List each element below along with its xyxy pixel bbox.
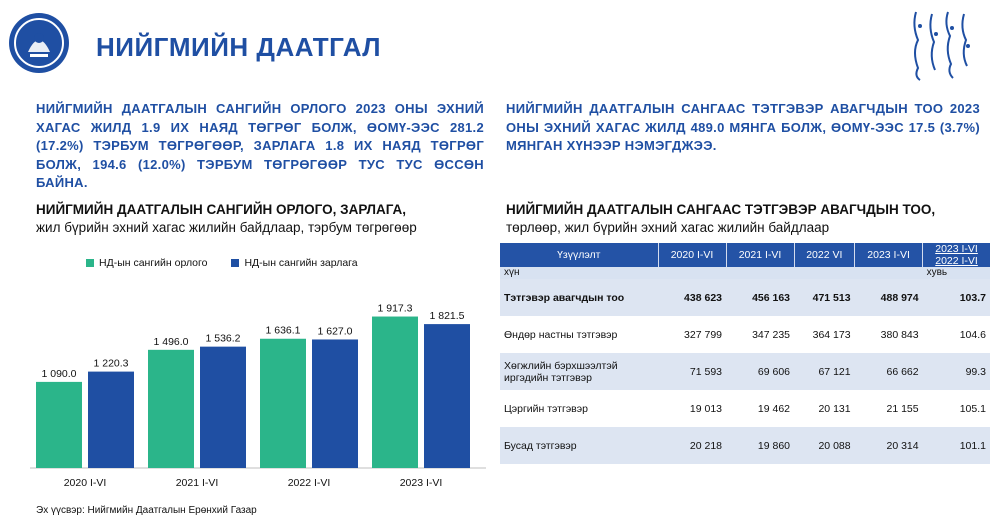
bar-revenue [148, 350, 194, 468]
table-cell: 438 623 [658, 279, 726, 316]
table-cell: 364 173 [812, 328, 851, 341]
table-cell: 471 513 [794, 279, 855, 316]
bar-expense [312, 339, 358, 468]
table-cell: 347 235 [752, 328, 791, 341]
bar-revenue [36, 382, 82, 468]
table-header-ratio [923, 243, 990, 267]
table-row [500, 353, 990, 390]
table-header-ratio-top: 2023 I-VI [935, 243, 978, 255]
table-cell: 19 462 [757, 402, 791, 415]
table-unit-row [500, 267, 990, 279]
table-cell: 488 974 [855, 279, 923, 316]
bar-chart [24, 280, 494, 495]
table-cell: 19 013 [689, 402, 723, 415]
legend-item-revenue [86, 257, 207, 269]
table-header-2023: 2023 I-VI [855, 243, 923, 267]
table-row-label: Бусад тэтгэвэр [500, 427, 658, 464]
bar-expense [200, 347, 246, 468]
table-header-indicator: Үзүүлэлт [500, 243, 658, 267]
bar-revenue [372, 317, 418, 468]
table-title-rest: төрлөөр, жил бүрийн эхний хагас жилийн байдлаар [506, 220, 830, 235]
chart-legend [86, 257, 358, 269]
table-cell: 101.1 [923, 427, 990, 464]
table-row [500, 279, 990, 316]
table-cell: 67 121 [794, 353, 855, 390]
headline-revenue: НИЙГМИЙН ДААТГАЛЫН САНГИЙН ОРЛОГО 2023 ОНЫ ЭХНИЙ ХАГАС ЖИЛД 1.9 ИХ НАЯД ТӨГРӨГ БОЛЖ, ӨОМҮ-ЭЭС 281.2 (17.2%) ТЭРБУМ ТӨГРӨГӨӨР, ЗАРЛАГА 1.8 ИХ НАЯД ТӨГРӨГ БОЛЖ, 194.6 (12.0%) ТЭРБУМ ТӨГРӨГӨӨР ТУС ТУС ӨССӨН БАЙНА. [36, 101, 484, 190]
table-header-2022: 2022 VI [794, 243, 855, 267]
legend-label-revenue: НД-ын сангийн орлого [99, 257, 208, 269]
table-header-2020: 2020 I-VI [658, 243, 726, 267]
x-tick-label: 2021 I-VI [175, 477, 219, 489]
bar-expense [88, 372, 134, 468]
table-cell: 66 662 [855, 353, 923, 390]
table-row-label: Тэтгэвэр авагчдын тоо [500, 279, 658, 316]
legend-swatch-expense [231, 259, 239, 267]
table-title [506, 201, 966, 237]
table-cell: 20 314 [855, 427, 923, 464]
chart-title-rest: жил бүрийн эхний хагас жилийн байдлаар, тэрбум төгрөгөөр [36, 220, 417, 235]
data-label: 1 496.0 [153, 335, 189, 348]
table-header-row [500, 243, 990, 267]
x-tick-label: 2020 I-VI [63, 477, 107, 489]
table-header-2021: 2021 I-VI [726, 243, 794, 267]
data-label: 1 627.0 [317, 325, 353, 338]
source-note: Эх үүсвэр: Нийгмийн Даатгалын Ерөнхий Газар [36, 505, 257, 516]
data-label: 1 220.3 [93, 357, 129, 370]
table-cell: 69 606 [726, 353, 794, 390]
page-title: НИЙГМИЙН ДААТГАЛ [96, 32, 382, 62]
x-tick-label: 2022 I-VI [287, 477, 331, 489]
table-row [500, 316, 990, 353]
table-cell: 20 131 [818, 402, 851, 415]
table-cell: 71 593 [658, 353, 726, 390]
data-label: 1 821.5 [429, 310, 465, 323]
table-unit-percent: хувь [923, 267, 990, 279]
pensioners-table [500, 243, 990, 464]
table-title-bold: НИЙГМИЙН ДААТГАЛЫН САНГААС ТЭТГЭВЭР АВАГЧДЫН ТОО, [506, 202, 936, 217]
legend-label-expense: НД-ын сангийн зарлага [244, 257, 358, 269]
chart-title [36, 201, 476, 237]
table-cell: 20 218 [658, 427, 726, 464]
table-header-ratio-bottom: 2022 I-VI [935, 255, 978, 267]
table-cell: 19 860 [726, 427, 794, 464]
table-cell: 105.1 [959, 402, 986, 415]
legend-swatch-revenue [86, 259, 94, 267]
bar-revenue [260, 339, 306, 468]
table-row-label: Өндөр настны тэтгэвэр [504, 328, 618, 341]
table-cell: 380 843 [880, 328, 919, 341]
table-cell: 21 155 [886, 402, 919, 415]
table-cell: 20 088 [794, 427, 855, 464]
data-label: 1 636.1 [265, 324, 301, 337]
bar-expense [424, 324, 470, 468]
data-label: 1 090.0 [41, 367, 77, 380]
table-cell: 456 163 [726, 279, 794, 316]
table-row-label: Хөгжлийн бэрхшээлтэй иргэдийн тэтгэвэр [500, 353, 658, 390]
chart-title-bold: НИЙГМИЙН ДААТГАЛЫН САНГИЙН ОРЛОГО, ЗАРЛАГА, [36, 202, 407, 217]
data-label: 1 536.2 [205, 332, 241, 345]
table-unit-persons: хүн [500, 267, 923, 279]
data-label: 1 917.3 [377, 302, 413, 315]
x-tick-label: 2023 I-VI [399, 477, 443, 489]
mongolian-script-mark [902, 6, 982, 84]
table-cell: 327 799 [684, 328, 723, 341]
table-cell: 99.3 [923, 353, 990, 390]
legend-item-expense [231, 257, 357, 269]
table-row [500, 390, 990, 427]
table-cell: 104.6 [959, 328, 986, 341]
table-row [500, 427, 990, 464]
table-cell: 103.7 [923, 279, 990, 316]
table-row-label: Цэргийн тэтгэвэр [504, 402, 588, 415]
headline-pensioners: НИЙГМИЙН ДААТГАЛЫН САНГААС ТЭТГЭВЭР АВАГЧДЫН ТОО 2023 ОНЫ ЭХНИЙ ХАГАС ЖИЛД 489.0 МЯНГА БОЛЖ, ӨОМҮ-ЭЭС 17.5 (3.7%) МЯНГАН ХҮНЭЭР НЭМЭГДЖЭЭ. [506, 101, 980, 153]
state-emblem-logo [8, 12, 70, 74]
